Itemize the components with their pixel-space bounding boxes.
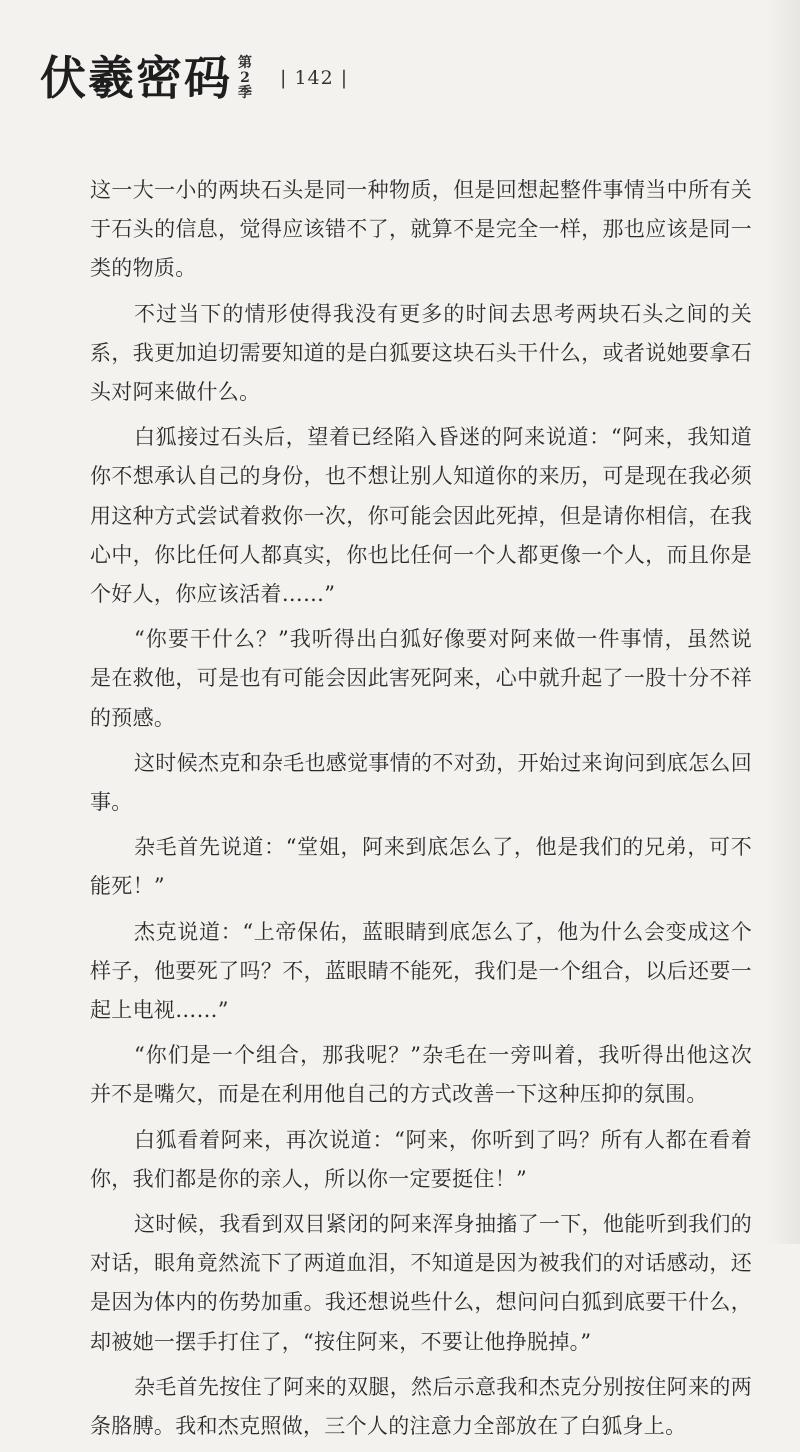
paragraph: 不过当下的情形使得我没有更多的时间去思考两块石头之间的关系，我更加迫切需要知道的是白狐要这块石头干什么，或者说她要拿石头对阿来做什么。 — [90, 301, 752, 405]
paragraph: 杂毛首先说道：“堂姐，阿来到底怎么了，他是我们的兄弟，可不能死！” — [90, 835, 752, 899]
running-header — [40, 52, 348, 104]
season-char: 第 — [238, 55, 252, 71]
paragraph: 这时候，我看到双目紧闭的阿来浑身抽搐了一下，他能听到我们的对话，眼角竟然流下了两道血泪，不知道是因为被我们的对话感动，还是因为体内的伤势加重。我还想说些什么，想问问白狐到底要干什么，却被她一摆手打住了，“按住阿来，不要让他挣脱掉。” — [90, 1212, 752, 1354]
paragraph: 这时候杰克和杂毛也感觉事情的不对劲，开始过来询问到底怎么回事。 — [90, 750, 752, 815]
paragraph: “你们是一个组合，那我呢？”杂毛在一旁叫着，我听得出他这次并不是嘴欠，而是在利用他自己的方式改善一下这种压抑的氛围。 — [90, 1043, 752, 1107]
page-number: | 142 | — [280, 67, 349, 89]
paragraph: “你要干什么？”我听得出白狐好像要对阿来做一件事情，虽然说是在救他，可是也有可能会因此害死阿来，心中就升起了一股十分不祥的预感。 — [90, 627, 752, 730]
book-title: 伏羲密码 — [40, 51, 232, 105]
paragraph: 杂毛首先按住了阿来的双腿，然后示意我和杰克分别按住阿来的两条胳膊。我和杰克照做，三个人的注意力全部放在了白狐身上。 — [90, 1374, 752, 1439]
paragraph: 白狐接过石头后，望着已经陷入昏迷的阿来说道：“阿来，我知道你不想承认自己的身份，也不想让别人知道你的来历，可是现在我必须用这种方式尝试着救你一次，你可能会因此死掉，但是请你相信，在我心中，你比任何人都真实，你也比任何一个人都更像一个人，而且你是个好人，你应该活着……” — [90, 425, 752, 607]
body-text — [90, 171, 752, 1452]
season-marker — [236, 56, 254, 101]
season-char: 季 — [238, 85, 252, 101]
paragraph: 杰克说道：“上帝保佑，蓝眼睛到底怎么了，他为什么会变成这个样子，他要死了吗？不，蓝眼睛不能死，我们是一个组合，以后还要一起上电视……” — [90, 919, 752, 1023]
paragraph: 这一大一小的两块石头是同一种物质，但是回想起整件事情当中所有关于石头的信息，觉得应该错不了，就算不是完全一样，那也应该是同一类的物质。 — [90, 178, 752, 281]
paragraph: 白狐看着阿来，再次说道：“阿来，你听到了吗？所有人都在看着你，我们都是你的亲人，所以你一定要挺住！” — [90, 1127, 752, 1191]
page-edge-shadow — [766, 0, 800, 1244]
season-char: 2 — [240, 70, 250, 86]
